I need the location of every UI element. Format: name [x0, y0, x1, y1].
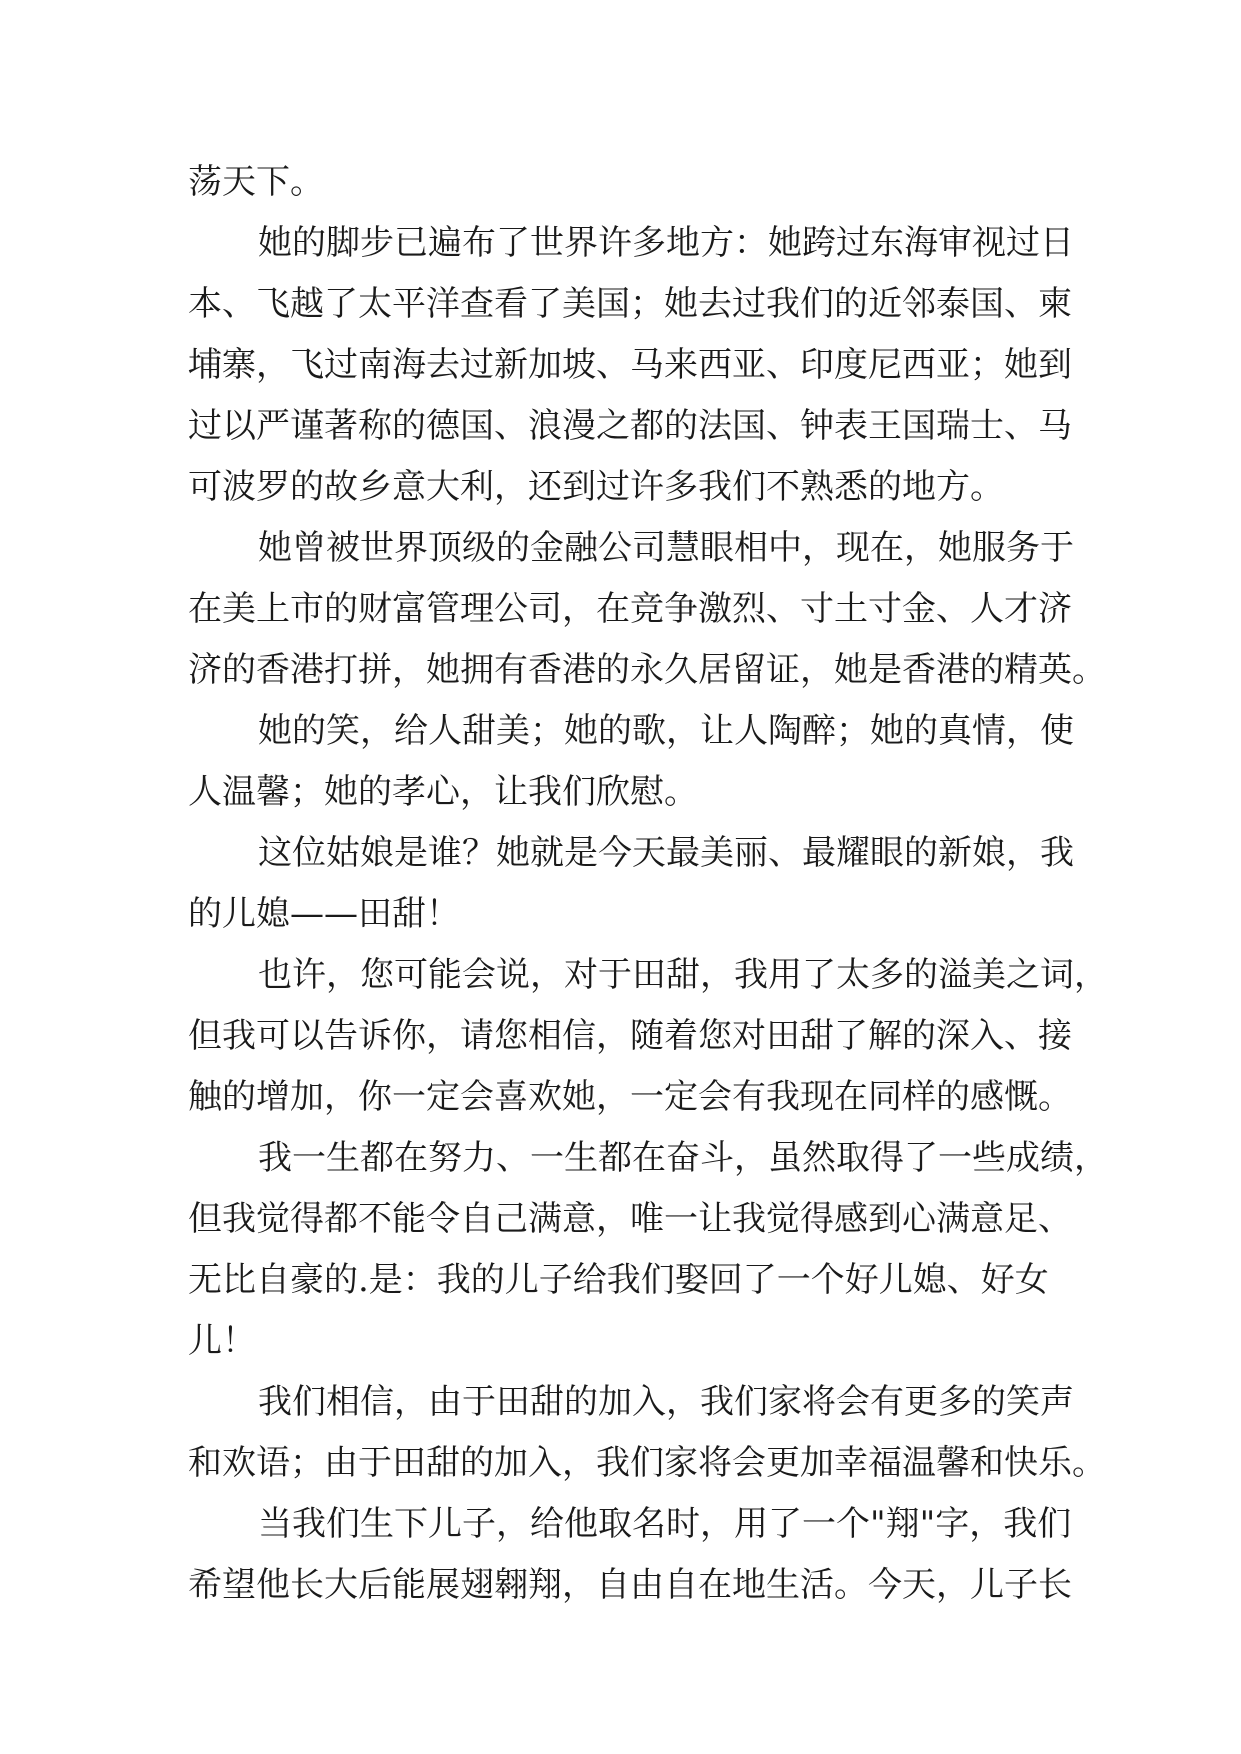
text-line: 但我可以告诉你，请您相信，随着您对田甜了解的深入、接 — [188, 1016, 1072, 1056]
text-line: 本、飞越了太平洋查看了美国；她去过我们的近邻泰国、柬 — [188, 284, 1072, 324]
text-line: 人温馨；她的孝心，让我们欣慰。 — [188, 772, 698, 812]
text-line: 和欢语；由于田甜的加入，我们家将会更加幸福温馨和快乐。 — [188, 1443, 1106, 1483]
text-line: 也许，您可能会说，对于田甜，我用了太多的溢美之词， — [258, 955, 1108, 995]
text-line: 但我觉得都不能令自己满意，唯一让我觉得感到心满意足、 — [188, 1199, 1072, 1239]
text-line: 过以严谨著称的德国、浪漫之都的法国、钟表王国瑞士、马 — [188, 406, 1072, 446]
text-line: 的儿媳——田甜！ — [188, 894, 460, 934]
text-line: 她曾被世界顶级的金融公司慧眼相中，现在，她服务于 — [258, 528, 1074, 568]
text-line: 这位姑娘是谁？她就是今天最美丽、最耀眼的新娘，我 — [258, 833, 1074, 873]
text-line: 她的脚步已遍布了世界许多地方：她跨过东海审视过日 — [258, 223, 1074, 263]
text-line: 埔寨，飞过南海去过新加坡、马来西亚、印度尼西亚；她到 — [188, 345, 1072, 385]
text-line: 她的笑，给人甜美；她的歌，让人陶醉；她的真情，使 — [258, 711, 1074, 751]
text-line: 我们相信，由于田甜的加入，我们家将会有更多的笑声 — [258, 1382, 1074, 1422]
text-line: 当我们生下儿子，给他取名时，用了一个"翔"字，我们 — [258, 1504, 1072, 1544]
text-line: 触的增加，你一定会喜欢她，一定会有我现在同样的感慨。 — [188, 1077, 1072, 1117]
text-line: 在美上市的财富管理公司，在竞争激烈、寸土寸金、人才济 — [188, 589, 1072, 629]
text-line: 可波罗的故乡意大利，还到过许多我们不熟悉的地方。 — [188, 467, 1004, 507]
text-line: 儿！ — [188, 1321, 256, 1361]
text-line: 我一生都在努力、一生都在奋斗，虽然取得了一些成绩， — [258, 1138, 1108, 1178]
text-line: 济的香港打拼，她拥有香港的永久居留证，她是香港的精英。 — [188, 650, 1106, 690]
text-line: 希望他长大后能展翅翱翔，自由自在地生活。今天，儿子长 — [188, 1565, 1072, 1605]
document-body — [188, 152, 1108, 1616]
text-line: 无比自豪的.是：我的儿子给我们娶回了一个好儿媳、好女 — [188, 1260, 1049, 1300]
text-line: 荡天下。 — [188, 162, 324, 202]
